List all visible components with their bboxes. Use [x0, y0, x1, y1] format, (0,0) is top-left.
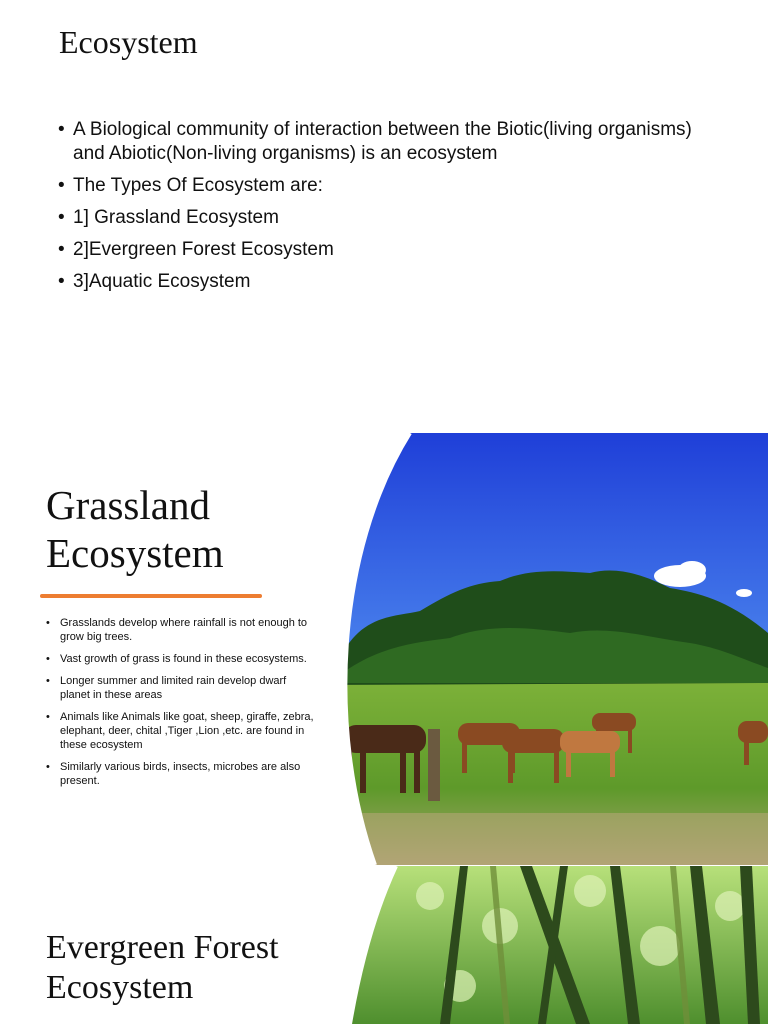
forest-photo	[340, 866, 768, 1024]
grassland-horses-photo	[330, 433, 768, 865]
slide-title-line: Ecosystem	[46, 969, 194, 1006]
list-item: • Animals like Animals like goat, sheep, giraffe, zebra, elephant, deer, chital ,Tiger ,Lion ,etc. are found in these ecosystem	[46, 710, 314, 752]
slide-title-line: Ecosystem	[46, 530, 224, 576]
list-item: • Vast growth of grass is found in these ecosystems.	[46, 652, 314, 666]
list-item: • Similarly various birds, insects, microbes are also present.	[46, 760, 314, 788]
slide-ecosystem-intro	[0, 0, 768, 400]
slide-title: Ecosystem	[59, 24, 198, 60]
slide-evergreen-forest-ecosystem	[0, 866, 768, 1024]
list-item: • Grasslands develop where rainfall is not enough to grow big trees.	[46, 616, 314, 644]
list-item: • Longer summer and limited rain develop dwarf planet in these areas	[46, 674, 314, 702]
list-item: • 2]Evergreen Forest Ecosystem	[58, 238, 698, 262]
bullet-list	[46, 616, 314, 796]
list-item: • 3]Aquatic Ecosystem	[58, 270, 698, 294]
list-item: • 1] Grassland Ecosystem	[58, 206, 698, 230]
bullet-list	[58, 118, 698, 302]
list-item: • The Types Of Ecosystem are:	[58, 174, 698, 198]
slide-title-line: Evergreen Forest	[46, 929, 279, 966]
list-item: • A Biological community of interaction between the Biotic(living organisms) and Abiotic(Non-living organisms) is an ecosystem	[58, 118, 698, 166]
slide-title	[46, 481, 346, 577]
slide-grassland-ecosystem	[0, 433, 768, 865]
slide-title-line: Grassland	[46, 482, 210, 528]
accent-divider	[40, 594, 262, 598]
slide-title	[46, 928, 279, 1008]
